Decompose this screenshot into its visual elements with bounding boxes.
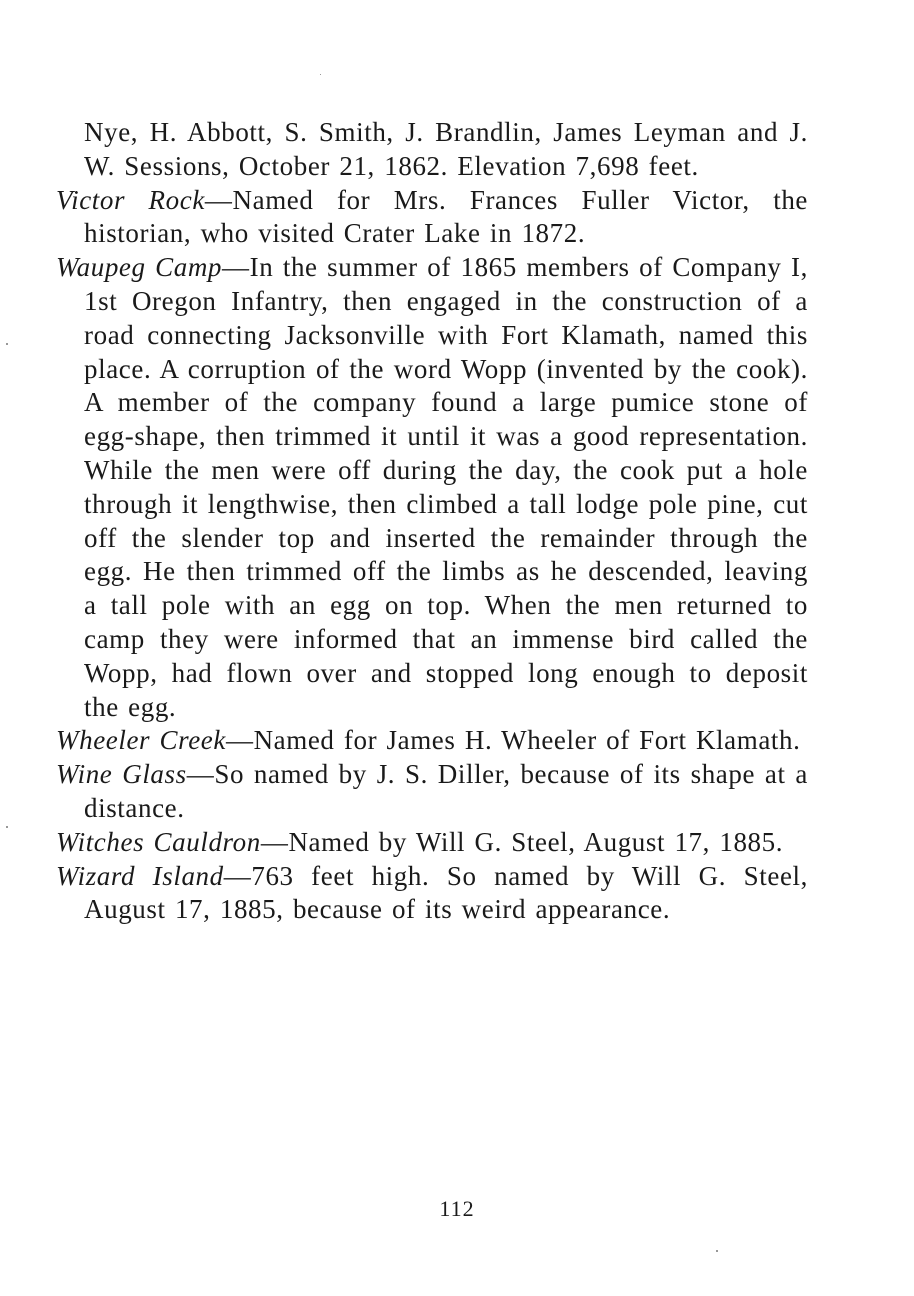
entry-victor-rock — [56, 184, 808, 252]
entry-term: Witches Cauldron — [56, 826, 261, 857]
entry-wine-glass — [56, 758, 808, 826]
entry-description: —So named by J. S. Diller, because of its shape at a distance. — [84, 759, 808, 823]
entry-term: Wheeler Creek — [56, 725, 226, 756]
entry-wizard-island — [56, 860, 808, 928]
print-speck — [6, 826, 8, 828]
glossary-text — [56, 116, 808, 927]
entry-description: —Named by Will G. Steel, August 17, 1885. — [260, 826, 784, 857]
entry-term: Victor Rock — [56, 184, 205, 215]
entry-description: —763 feet high. So named by Will G. Steel, August 17, 1885, because of its weird appearance. — [84, 860, 808, 925]
entry-waupeg-camp — [56, 251, 808, 724]
print-speck — [6, 343, 8, 345]
entry-wheeler-creek — [56, 724, 808, 758]
entry-description: —Named for James H. Wheeler of Fort Klamath. — [225, 725, 801, 756]
entry-term: Waupeg Camp — [56, 252, 223, 283]
entry-term: Wine Glass — [56, 759, 187, 790]
entry-witches-cauldron — [56, 826, 808, 860]
page-number: 112 — [439, 1196, 475, 1221]
entry-term: Wizard Island — [56, 860, 224, 891]
print-speck — [320, 74, 321, 75]
print-speck — [716, 1250, 718, 1252]
continued-paragraph: Nye, H. Abbott, S. Smith, J. Brandlin, James Leyman and J. W. Sessions, October 21, 1862. Elevation 7,698 feet. — [84, 117, 808, 181]
entry-description: —In the summer of 1865 members of Company I, 1st Oregon Infantry, then engaged in the construction of a road connecting Jacksonville with Fort Klamath, named this place. A corruption of the word Wopp (invented by the cook). A member of the company found a large pumice stone of egg-shape, then trimmed it until it was a good representation. While the men were off during the day, the cook put a hole through it lengthwise, then climbed a tall lodge pole pine, cut off the slender top and inserted the remainder through the egg. He then trimmed off the limbs as he descended, leaving a tall pole with an egg on top. When the men returned to camp they were informed that an immense bird called the Wopp, had flown over and stopped long enough to deposit the egg. — [84, 252, 808, 722]
entry-description: —Named for Mrs. Frances Fuller Victor, the historian, who visited Crater Lake in 1872. — [84, 184, 809, 249]
